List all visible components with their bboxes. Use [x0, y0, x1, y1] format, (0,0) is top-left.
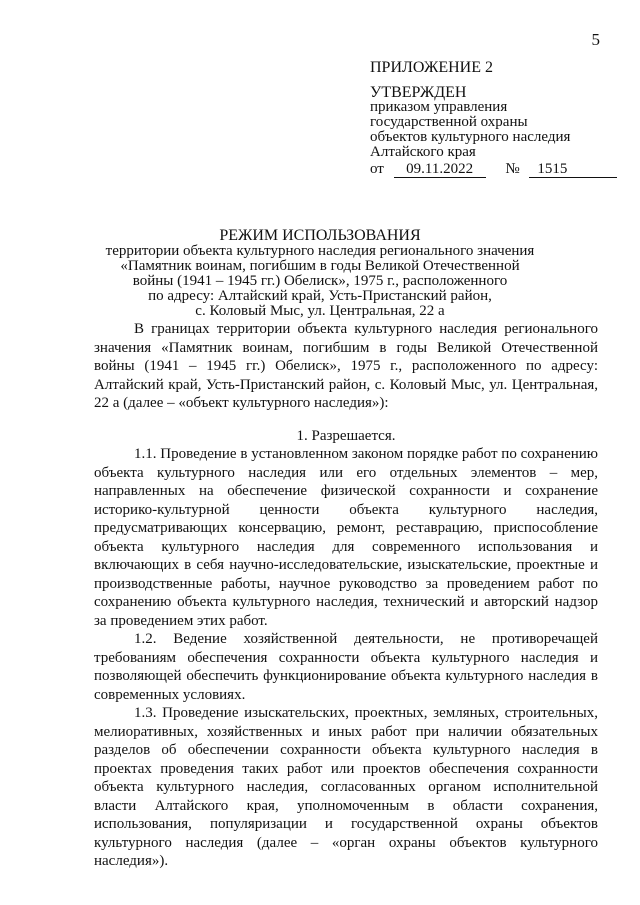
- heading-line: по адресу: Алтайский край, Усть-Пристанский район,: [148, 288, 492, 304]
- approval-line: приказом управления: [370, 99, 508, 115]
- approval-block: [370, 60, 617, 178]
- section-title: 1. Разрешается.: [296, 427, 396, 444]
- list-item: 1.3. Проведение изыскательских, проектных, земляных, строительных, мелиоративных, хозяйственных и иных работ при наличии обязательных разделов об обеспечении сохранности объекта культурного наследия в проектах проведения таких работ или проектов обеспечения сохранности объекта культурного наследия, согласованных органом исполнительной власти Алтайского края, уполномоченным в области сохранения, использования, популяризации и государственной охраны объектов культурного наследия (далее – «орган охраны объектов культурного наследия»).: [94, 705, 598, 869]
- page-number: 5: [591, 30, 600, 49]
- approved-label: УТВЕРЖДЕН: [370, 84, 467, 101]
- approval-line: государственной охраны: [370, 114, 528, 130]
- annex-label: ПРИЛОЖЕНИЕ 2: [370, 59, 494, 76]
- number-sign: №: [505, 161, 520, 177]
- order-number: 1515: [529, 162, 617, 178]
- heading-line: «Памятник воинам, погибшим в годы Великой Отечественной: [120, 258, 520, 274]
- approval-line: объектов культурного наследия: [370, 129, 571, 145]
- heading-line: войны (1941 – 1945 гг.) Обелиск», 1975 г., расположенного: [132, 273, 508, 289]
- order-date-row: [370, 162, 617, 178]
- document-heading: [0, 228, 640, 319]
- order-date: 09.11.2022: [394, 162, 486, 178]
- intro-paragraph: В границах территории объекта культурного наследия регионального значения «Памятник воинам, погибшим в годы Великой Отечественной войны (1941 – 1945 гг.) Обелиск», 1975 г., расположенного по адресу: Алтайский край, Усть-Пристанский район, с. Коловый Мыс, ул. Центральная, 22 а (далее – «объект культурного наследия»):: [94, 321, 598, 411]
- heading-line: с. Коловый Мыс, ул. Центральная, 22 а: [195, 303, 445, 319]
- approval-line: Алтайского края: [370, 144, 476, 160]
- document-body: [94, 320, 598, 871]
- heading-line: территории объекта культурного наследия регионального значения: [105, 243, 535, 259]
- list-item: 1.2. Ведение хозяйственной деятельности, не противоречащей требованиям обеспечения сохранности объекта культурного наследия и позволяющей обеспечить функционирование объекта культурного наследия в современных условиях.: [94, 631, 598, 703]
- document-title: РЕЖИМ ИСПОЛЬЗОВАНИЯ: [219, 227, 421, 244]
- date-prefix: от: [370, 161, 384, 177]
- list-item: 1.1. Проведение в установленном законом порядке работ по сохранению объекта культурного наследия или его отдельных элементов – мер, направленных на обеспечение физической сохранности и сохранение историко-культурной ценности объекта культурного наследия, предусматривающих консервацию, ремонт, реставрацию, приспособление объекта культурного наследия для современного использования и включающих в себя научно-исследовательские, изыскательские, проектные и производственные работы, научное руководство за проведением работ по сохранению объекта культурного наследия, технический и авторский надзор за проведением этих работ.: [94, 446, 598, 629]
